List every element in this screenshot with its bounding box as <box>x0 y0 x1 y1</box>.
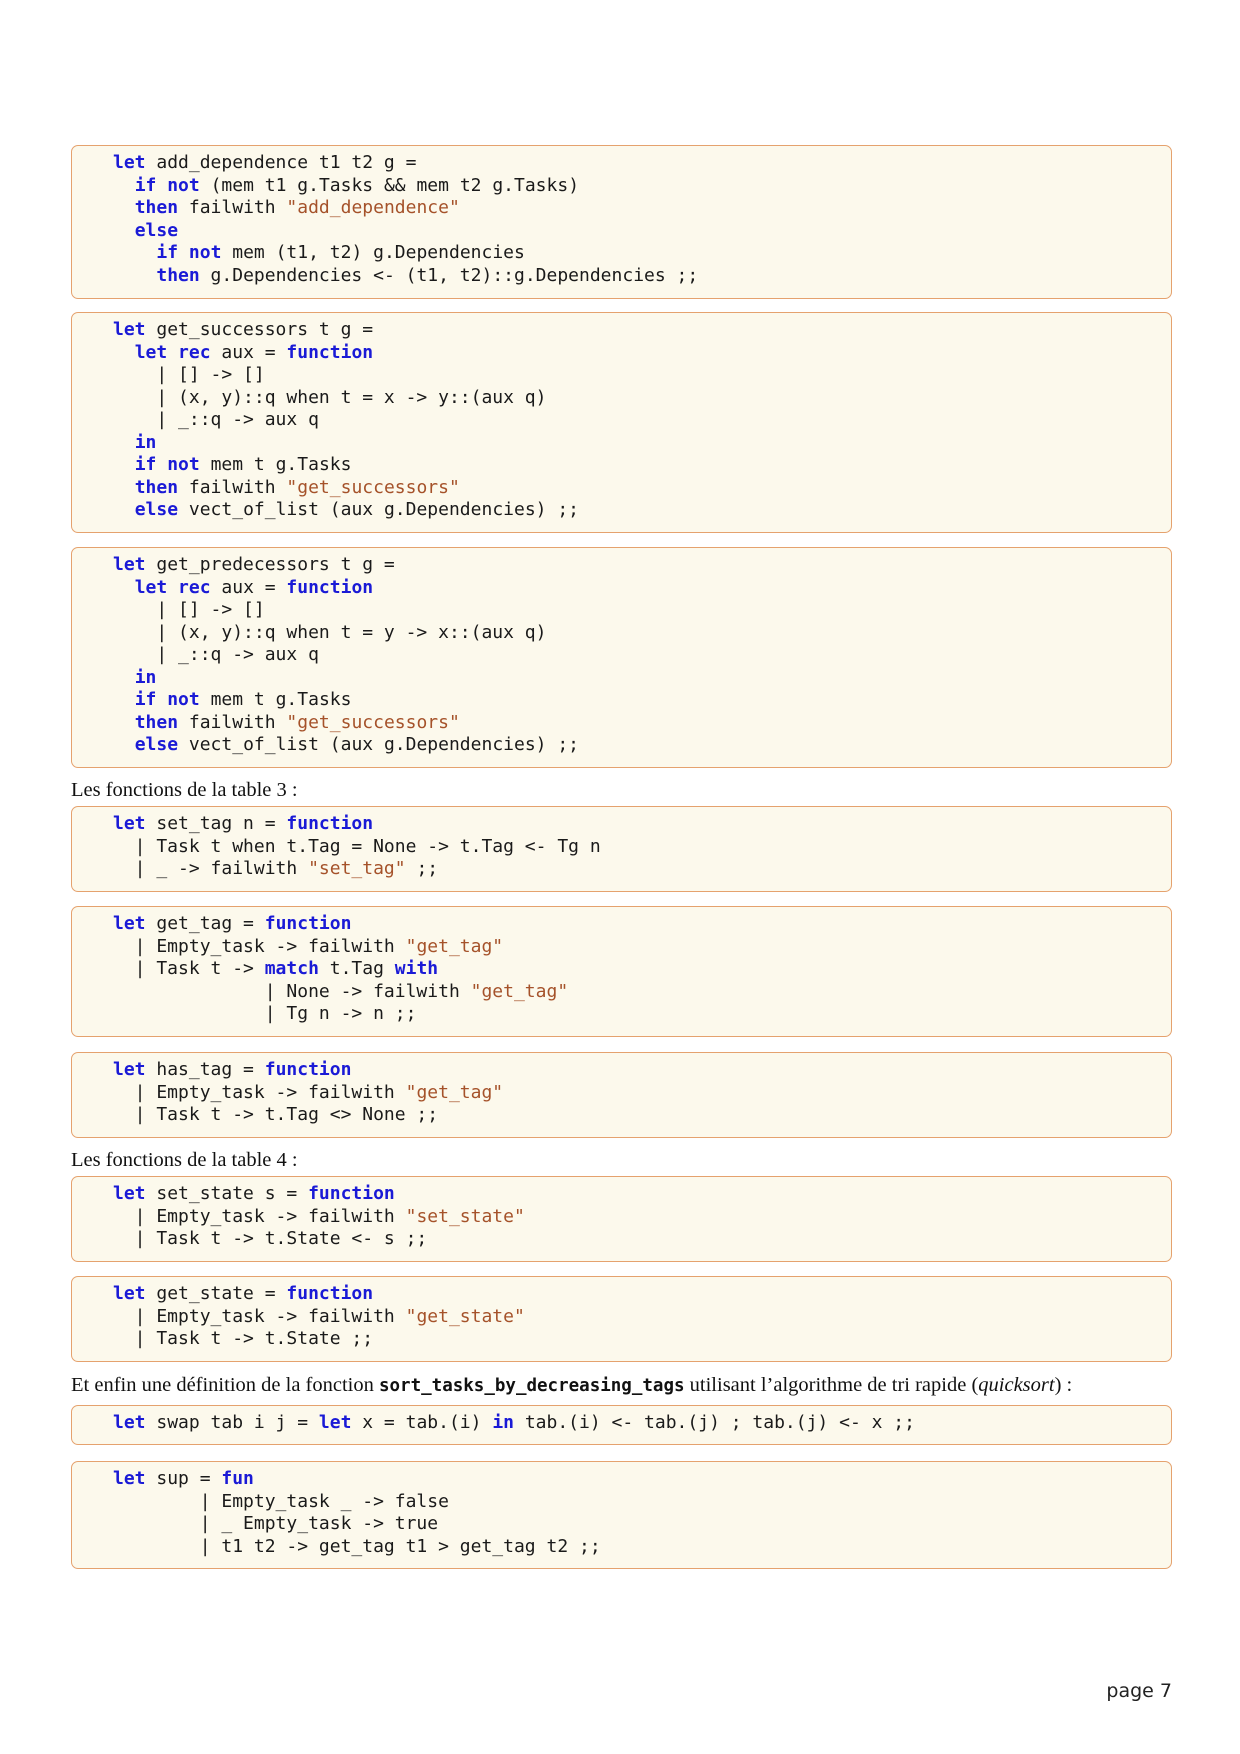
code-keyword: not <box>167 174 200 196</box>
code-block-set-tag <box>71 806 1172 892</box>
code-keyword: in <box>134 666 157 688</box>
code-keyword: else <box>134 499 179 520</box>
code-keyword: let <box>113 152 146 173</box>
code-line <box>113 387 546 408</box>
code-text: | Empty_task -> failwith <box>113 1205 406 1227</box>
code-keyword: function <box>286 341 374 363</box>
code-line <box>113 622 546 643</box>
code-keyword: not <box>188 242 222 263</box>
code-keyword: in <box>492 1412 514 1433</box>
code-line <box>113 175 579 196</box>
code-text: add_dependence t1 t2 g = <box>145 152 417 173</box>
code-text: get_successors t g = <box>145 319 374 340</box>
code-line <box>113 432 156 453</box>
code-listing <box>113 554 579 757</box>
code-text: tab.(i) <- tab.(j) ; tab.(j) <- x ;; <box>514 1412 915 1433</box>
code-text: | Empty_task -> failwith <box>113 1081 406 1103</box>
code-keyword: function <box>286 813 374 834</box>
code-text <box>113 712 135 733</box>
code-text <box>113 175 135 196</box>
code-line <box>113 599 265 620</box>
code-line <box>113 364 265 385</box>
code-block-get-state <box>71 1276 1172 1362</box>
code-keyword: function <box>286 576 374 598</box>
code-string: "get_successors" <box>286 476 460 498</box>
code-line <box>113 499 579 520</box>
code-text <box>113 667 135 688</box>
code-string: "get_state" <box>405 1305 525 1327</box>
code-string: "get_tag" <box>405 935 504 957</box>
code-text: (mem t1 g.Tasks && mem t2 g.Tasks) <box>199 174 580 196</box>
code-line <box>113 1491 449 1512</box>
code-text: | (x, y)::q when t = y -> x::(aux q) <box>113 621 547 643</box>
code-text <box>167 342 178 363</box>
code-text: x = tab.(i) <box>351 1412 493 1433</box>
code-listing <box>113 813 601 881</box>
code-line <box>113 1003 416 1024</box>
code-line <box>113 1104 438 1125</box>
code-keyword: rec <box>178 341 211 363</box>
code-line <box>113 1513 438 1534</box>
code-text: | Tg n -> n ;; <box>113 1003 417 1024</box>
code-string: "get_tag" <box>405 1081 504 1103</box>
code-text <box>113 432 135 453</box>
code-keyword: not <box>167 689 200 710</box>
intro-italic-term: quicksort <box>978 1374 1055 1396</box>
code-keyword: function <box>264 1059 352 1080</box>
code-text: sup = <box>145 1468 222 1489</box>
code-block-get-predecessors <box>71 547 1172 768</box>
code-keyword: let <box>134 576 168 598</box>
code-keyword: if <box>134 689 157 710</box>
page-number: page 7 <box>1106 1680 1172 1702</box>
code-text <box>156 175 167 196</box>
code-listing <box>113 1283 525 1351</box>
code-keyword: let <box>318 1412 352 1433</box>
code-keyword: let <box>113 319 146 340</box>
intro-text-middle: utilisant l’algorithme de tri rapide ( <box>684 1374 979 1396</box>
code-string: "set_state" <box>405 1205 525 1227</box>
code-text <box>178 242 189 263</box>
paragraph-table-4: Les fonctions de la table 4 : <box>71 1149 298 1171</box>
code-text: | Task t -> <box>113 958 265 979</box>
code-line <box>113 1082 503 1103</box>
code-keyword: then <box>134 711 179 733</box>
code-listing <box>113 1059 503 1127</box>
code-block-get-tag <box>71 906 1172 1037</box>
paragraph-table-3: Les fonctions de la table 3 : <box>71 779 298 801</box>
code-keyword: let <box>113 554 146 575</box>
intro-text-end: ) : <box>1054 1374 1073 1396</box>
code-line <box>113 152 416 173</box>
code-line <box>113 958 438 979</box>
code-text: vect_of_list (aux g.Dependencies) ;; <box>178 499 580 520</box>
code-text <box>156 689 167 710</box>
code-listing <box>113 1412 915 1435</box>
code-keyword: then <box>134 476 179 498</box>
code-listing <box>113 319 579 522</box>
code-text: | Empty_task -> failwith <box>113 935 406 957</box>
code-text: | [] -> [] <box>113 364 265 385</box>
code-block-has-tag <box>71 1052 1172 1138</box>
code-text: | t1 t2 -> get_tag t1 > get_tag t2 ;; <box>113 1535 601 1557</box>
code-line <box>113 858 438 879</box>
code-keyword: let <box>134 341 168 363</box>
code-text: get_predecessors t g = <box>145 554 395 575</box>
code-line <box>113 1328 373 1349</box>
code-line <box>113 1183 395 1204</box>
code-text: g.Dependencies <- (t1, t2)::g.Dependencies ;; <box>199 264 699 286</box>
code-text <box>156 454 167 475</box>
code-line <box>113 644 319 665</box>
code-text: | _ Empty_task -> true <box>113 1513 439 1534</box>
code-line <box>113 577 373 598</box>
code-line <box>113 1206 525 1227</box>
code-keyword: then <box>156 264 200 286</box>
code-keyword: function <box>308 1183 395 1204</box>
code-listing <box>113 152 698 287</box>
code-line <box>113 667 156 688</box>
code-line <box>113 734 579 755</box>
code-text: | Task t -> t.State <- s ;; <box>113 1228 428 1249</box>
code-text: | _::q -> aux q <box>113 644 319 665</box>
code-keyword: function <box>264 913 352 934</box>
code-text <box>113 689 135 710</box>
code-string: "add_dependence" <box>286 197 460 218</box>
code-line <box>113 265 698 286</box>
code-text: failwith <box>178 197 287 218</box>
code-text: mem (t1, t2) g.Dependencies <box>221 242 525 263</box>
code-text <box>167 577 178 598</box>
code-keyword: if <box>134 174 157 196</box>
code-text: | _::q -> aux q <box>113 409 319 430</box>
code-line <box>113 913 351 934</box>
code-text: set_state s = <box>145 1183 309 1204</box>
code-keyword: if <box>156 242 179 263</box>
code-text <box>113 577 135 598</box>
code-text: failwith <box>178 476 287 498</box>
code-text: | _ -> failwith <box>113 858 309 879</box>
code-keyword: else <box>134 219 179 241</box>
code-keyword: let <box>113 813 146 834</box>
code-text: aux = <box>210 341 287 363</box>
code-text: vect_of_list (aux g.Dependencies) ;; <box>178 734 580 755</box>
code-text: | Empty_task _ -> false <box>113 1490 449 1512</box>
code-keyword: with <box>394 958 439 979</box>
code-block-swap <box>71 1405 1172 1445</box>
code-keyword: in <box>134 431 157 453</box>
code-text: | (x, y)::q when t = x -> y::(aux q) <box>113 386 547 408</box>
code-line <box>113 197 460 218</box>
code-keyword: let <box>113 1059 146 1080</box>
code-line <box>113 1468 254 1489</box>
code-line <box>113 342 373 363</box>
code-line <box>113 454 351 475</box>
code-line <box>113 242 525 263</box>
code-keyword: function <box>286 1283 374 1304</box>
code-text: aux = <box>210 576 287 598</box>
code-text: | None -> failwith <box>113 980 471 1002</box>
code-line <box>113 1306 525 1327</box>
code-line <box>113 836 601 857</box>
code-line <box>113 220 178 241</box>
code-text <box>113 242 156 263</box>
code-string: "get_successors" <box>286 711 460 733</box>
inline-function-name: sort_tasks_by_decreasing_tags <box>378 1376 685 1396</box>
code-text <box>113 499 135 520</box>
code-text: mem t g.Tasks <box>199 454 352 475</box>
code-text: t.Tag <box>318 958 395 979</box>
code-block-sup <box>71 1461 1172 1569</box>
code-keyword: match <box>264 958 319 979</box>
code-line <box>113 319 373 340</box>
code-line <box>113 1228 427 1249</box>
code-keyword: let <box>113 913 146 934</box>
paragraph-quicksort-intro <box>71 1374 1072 1397</box>
code-line <box>113 981 568 1002</box>
code-keyword: fun <box>221 1468 254 1489</box>
code-block-add-dependence <box>71 145 1172 299</box>
code-keyword: rec <box>178 576 211 598</box>
code-string: "get_tag" <box>470 980 569 1002</box>
code-line <box>113 554 395 575</box>
code-line <box>113 689 351 710</box>
code-text <box>113 265 156 286</box>
code-block-set-state <box>71 1176 1172 1262</box>
code-block-get-successors <box>71 312 1172 533</box>
code-line <box>113 1283 373 1304</box>
code-line <box>113 409 319 430</box>
code-line <box>113 1536 601 1557</box>
code-text: get_tag = <box>145 913 265 934</box>
code-text <box>113 220 135 241</box>
code-listing <box>113 1468 601 1558</box>
code-keyword: let <box>113 1283 146 1304</box>
code-text: ;; <box>405 858 439 879</box>
code-keyword: let <box>113 1412 146 1433</box>
code-text: set_tag n = <box>145 813 287 834</box>
code-text: | Task t -> t.Tag <> None ;; <box>113 1104 439 1125</box>
code-listing <box>113 913 568 1026</box>
code-text <box>113 342 135 363</box>
code-text: get_state = <box>145 1283 287 1304</box>
code-text: | Empty_task -> failwith <box>113 1305 406 1327</box>
code-line <box>113 1412 915 1433</box>
code-line <box>113 1059 351 1080</box>
code-listing <box>113 1183 525 1251</box>
code-keyword: let <box>113 1468 146 1489</box>
code-line <box>113 712 460 733</box>
code-text <box>113 197 135 218</box>
code-text: mem t g.Tasks <box>199 689 352 710</box>
code-text <box>113 734 135 755</box>
code-line <box>113 936 503 957</box>
code-text <box>113 477 135 498</box>
code-text: has_tag = <box>145 1059 265 1080</box>
code-line <box>113 477 460 498</box>
code-text <box>113 454 135 475</box>
code-keyword: let <box>113 1183 146 1204</box>
code-keyword: if <box>134 454 157 475</box>
intro-text-start: Et enfin une définition de la fonction <box>71 1374 379 1396</box>
code-keyword: not <box>167 454 200 475</box>
code-line <box>113 813 373 834</box>
code-text: | Task t -> t.State ;; <box>113 1328 374 1349</box>
code-text: swap tab i j = <box>145 1412 319 1433</box>
code-text: failwith <box>178 711 287 733</box>
code-keyword: then <box>134 197 179 218</box>
code-text: | Task t when t.Tag = None -> t.Tag <- Tg n <box>113 835 601 857</box>
code-text: | [] -> [] <box>113 599 265 620</box>
code-keyword: else <box>134 734 179 755</box>
code-string: "set_tag" <box>308 858 406 879</box>
